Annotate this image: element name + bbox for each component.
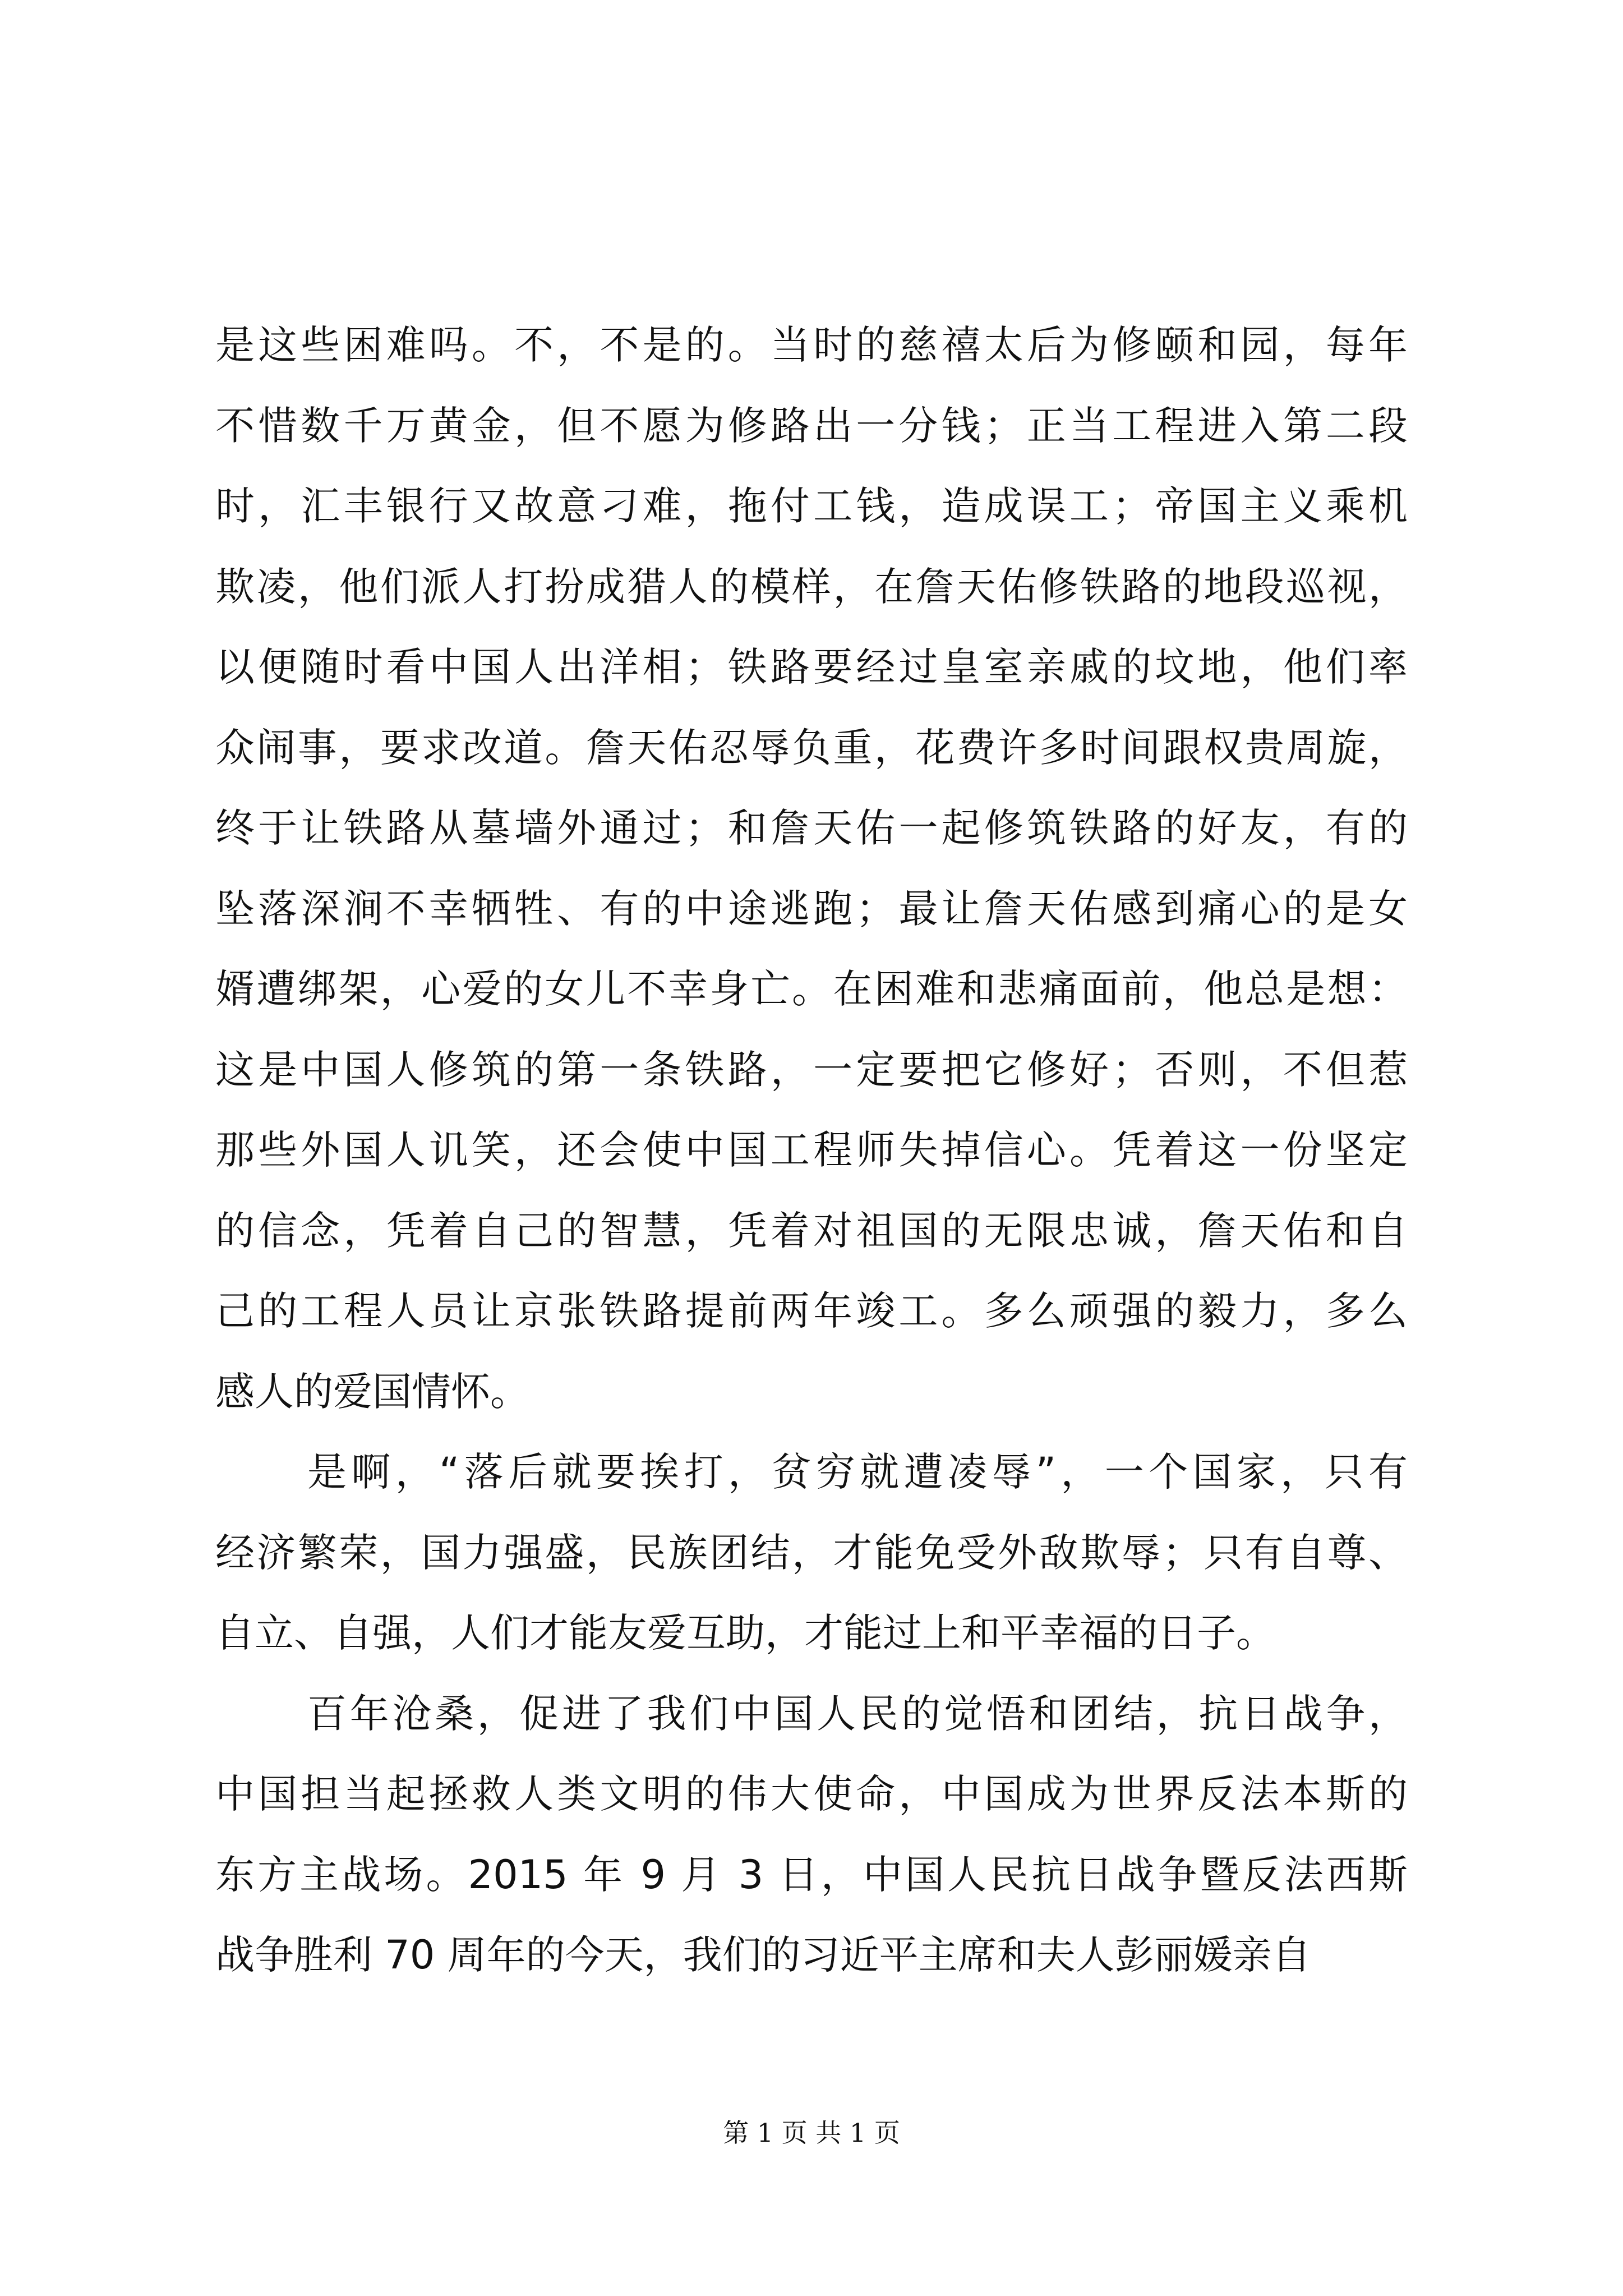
text-line: 中国担当起拯救人类文明的伟大使命，中国成为世界反法本斯的 [215, 1771, 1408, 1817]
page-footer: 第 1 页 共 1 页 [723, 2118, 900, 2148]
text-line: 的信念，凭着自己的智慧，凭着对祖国的无限忠诚，詹天佑和自 [215, 1207, 1408, 1254]
text-line: 婿遭绑架，心爱的女儿不幸身亡。在困难和悲痛面前，他总是想： [215, 966, 1408, 1012]
text-line: 东方主战场。2015 年 9 月 3 日，中国人民抗日战争暨反法西斯 [215, 1851, 1408, 1898]
paragraph [215, 1432, 1408, 1674]
document-body [215, 305, 1408, 1996]
text-line: 这是中国人修筑的第一条铁路，一定要把它修好；否则，不但惹 [215, 1046, 1408, 1093]
text-line: 众闹事，要求改道。詹天佑忍辱负重，花费许多时间跟权贵周旋， [215, 724, 1408, 771]
paragraph [215, 305, 1408, 1432]
text-line: 感人的爱国情怀。 [215, 1368, 529, 1415]
paragraph [215, 1674, 1408, 1996]
text-line: 时，汇丰银行又故意刁难，拖付工钱，造成误工；帝国主义乘机 [215, 483, 1408, 529]
text-line: 终于让铁路从墓墙外通过；和詹天佑一起修筑铁路的好友，有的 [215, 805, 1408, 851]
text-line: 经济繁荣，国力强盛，民族团结，才能免受外敌欺辱；只有自尊、 [215, 1529, 1408, 1576]
text-line: 以便随时看中国人出洋相；铁路要经过皇室亲戚的坟地，他们率 [215, 644, 1408, 690]
text-line: 自立、自强，人们才能友爱互助，才能过上和平幸福的日子。 [215, 1610, 1275, 1656]
text-line: 是啊，“落后就要挨打，贫穷就遭凌辱”，一个国家，只有 [307, 1449, 1408, 1495]
text-line: 那些外国人讥笑，还会使中国工程师失掉信心。凭着这一份坚定 [215, 1127, 1408, 1173]
text-line: 战争胜利 70 周年的今天，我们的习近平主席和夫人彭丽媛亲自 [215, 1932, 1311, 1978]
text-line: 己的工程人员让京张铁路提前两年竣工。多么顽强的毅力，多么 [215, 1288, 1408, 1334]
text-line: 欺凌，他们派人打扮成猎人的模样，在詹天佑修铁路的地段巡视， [215, 563, 1408, 610]
text-line: 不惜数千万黄金，但不愿为修路出一分钱；正当工程进入第二段 [215, 402, 1408, 449]
text-line: 坠落深涧不幸牺牲、有的中途逃跑；最让詹天佑感到痛心的是女 [215, 885, 1408, 932]
text-line: 百年沧桑，促进了我们中国人民的觉悟和团结，抗日战争， [307, 1690, 1408, 1737]
text-line: 是这些困难吗。不，不是的。当时的慈禧太后为修颐和园，每年 [215, 322, 1408, 368]
